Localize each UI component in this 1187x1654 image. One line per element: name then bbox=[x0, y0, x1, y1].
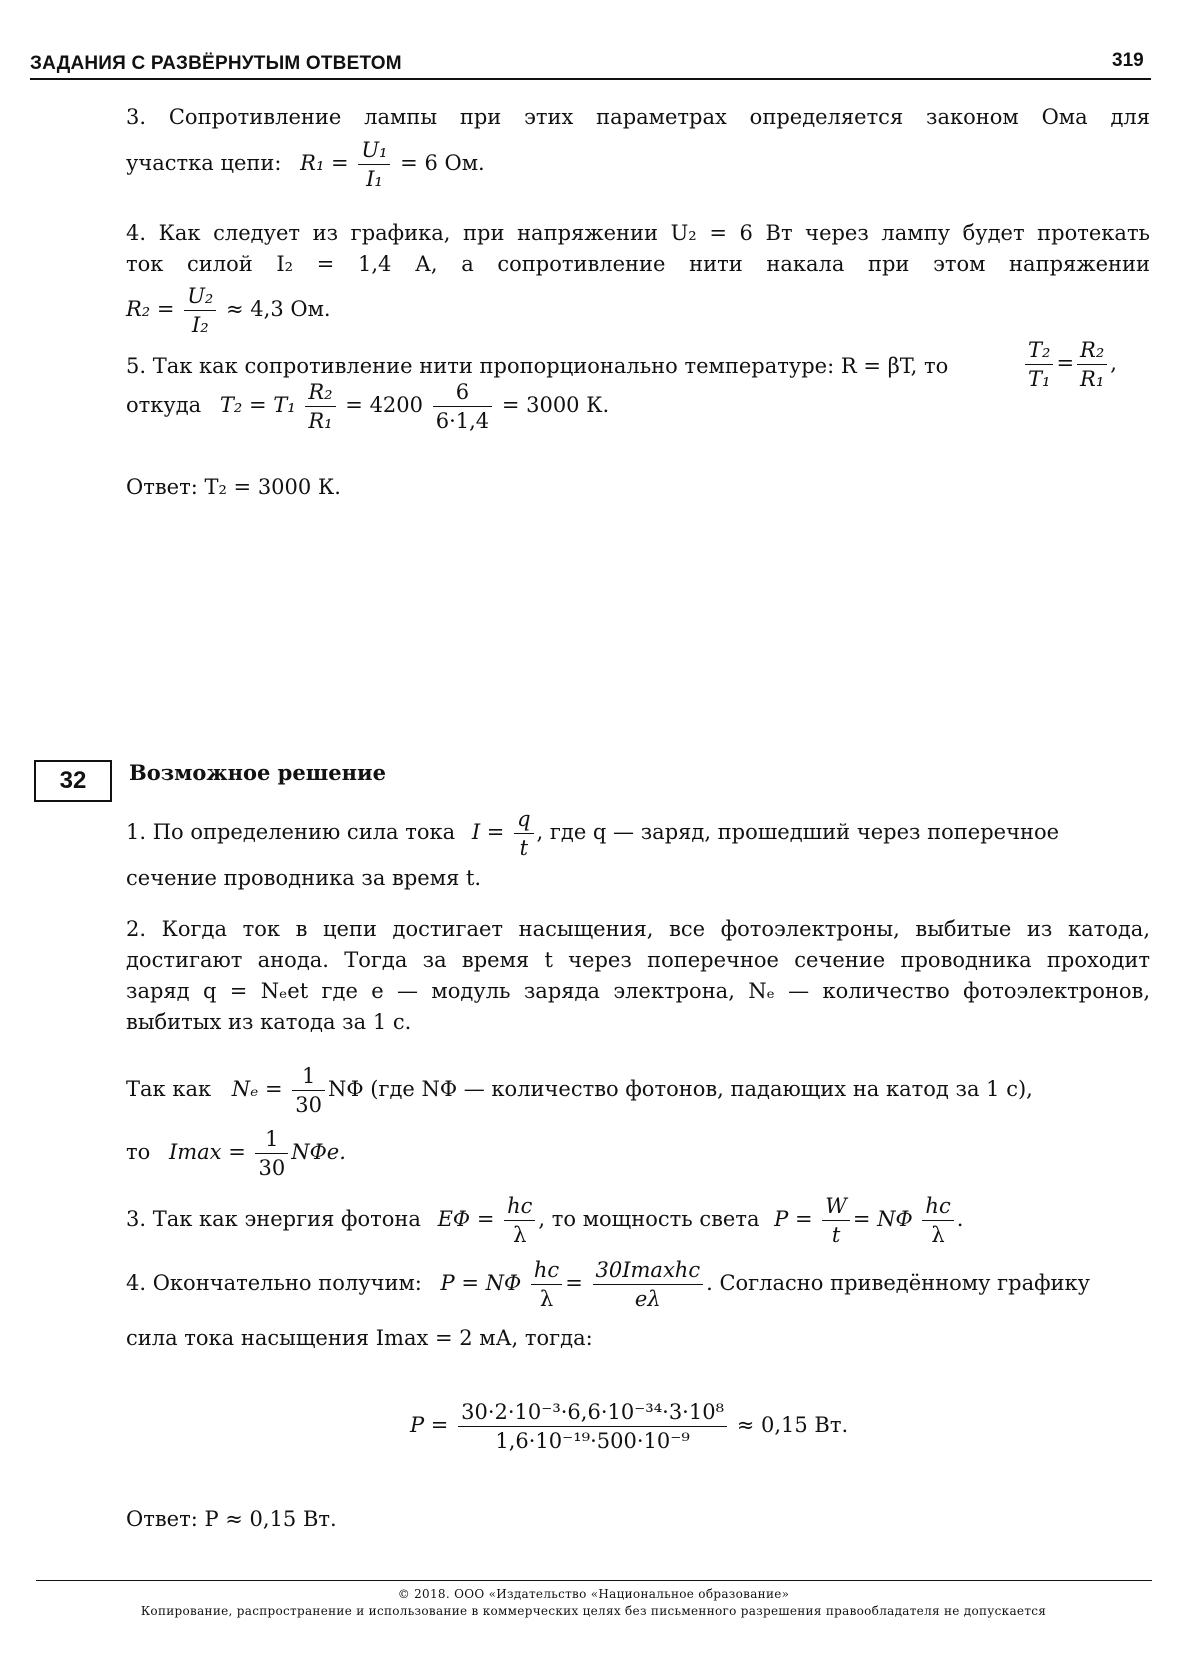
copyright-line: © 2018. ООО «Издательство «Национальное образование» bbox=[397, 1587, 790, 1601]
p2c-rest: NΦe. bbox=[291, 1140, 346, 1164]
step-4-fraction bbox=[184, 282, 216, 339]
task-number-box: 32 bbox=[34, 760, 112, 802]
step-4-numerator: U₂ bbox=[184, 282, 216, 311]
p3-fraction-2 bbox=[822, 1192, 850, 1249]
running-header: ЗАДАНИЯ С РАЗВЁРНУТЫМ ОТВЕТОМ bbox=[30, 53, 402, 74]
p2c-fraction bbox=[255, 1125, 288, 1182]
p3-f1-num: hc bbox=[504, 1192, 535, 1221]
p2b-fraction bbox=[292, 1062, 325, 1119]
step-5-fraction-num bbox=[433, 378, 492, 435]
p4-f2-den: eλ bbox=[634, 1287, 661, 1311]
step-3-denominator: I₁ bbox=[366, 167, 383, 191]
step-5-line-1: 5. Так как сопротивление нити пропорционально температуре: R = βT, то bbox=[126, 354, 949, 378]
step-4-line-1: 4. Как следует из графика, при напряжении U₂ = 6 Вт через лампу будет протекать bbox=[126, 221, 1150, 245]
p2b-num: 1 bbox=[292, 1062, 325, 1091]
p2b-den: 30 bbox=[295, 1093, 322, 1117]
p1-den: t bbox=[519, 836, 529, 860]
calc-denominator: 1,6·10⁻¹⁹·500·10⁻⁹ bbox=[495, 1429, 690, 1453]
step-5-t2: T₂ bbox=[1025, 336, 1053, 365]
step-3-text: 3. Сопротивление лампы при этих параметрах определяется законом Ома для bbox=[126, 105, 1150, 129]
p3-p: P = bbox=[774, 1207, 813, 1231]
p2c-den: 30 bbox=[258, 1156, 286, 1180]
step-5-t2-expr: T₂ = T₁ bbox=[219, 393, 296, 417]
p3-end: . bbox=[956, 1207, 964, 1231]
p2b-lead: Так как bbox=[126, 1077, 212, 1101]
header-divider bbox=[30, 78, 1151, 80]
step-4-value: ≈ 4,3 Ом. bbox=[226, 297, 331, 321]
step-4-denominator: I₂ bbox=[191, 313, 209, 337]
step-3-fraction bbox=[358, 136, 390, 193]
step-5-fn-den: 6·1,4 bbox=[435, 409, 490, 433]
step-3-formula bbox=[126, 136, 485, 193]
p4-rest: . Согласно приведённому графику bbox=[706, 1271, 1091, 1295]
p4-fraction-1 bbox=[531, 1256, 562, 1313]
p3-f1-den: λ bbox=[513, 1223, 527, 1247]
p4-eq: = bbox=[565, 1271, 583, 1295]
step-5-comma: , bbox=[1110, 351, 1117, 375]
p4-f1-den: λ bbox=[539, 1287, 554, 1311]
p2-line-4: выбитых из катода за 1 с. bbox=[126, 1010, 412, 1034]
step-5-r1: R₁ bbox=[1080, 367, 1105, 391]
step-5-r2: R₂ bbox=[1077, 336, 1107, 365]
footer-divider bbox=[36, 1580, 1152, 1581]
step-5-mid: = 4200 bbox=[345, 393, 424, 417]
p4-formula bbox=[126, 1256, 1150, 1313]
section-title: Возможное решение bbox=[129, 760, 386, 785]
step-3-numerator: U₁ bbox=[358, 136, 390, 165]
calc-fraction bbox=[458, 1398, 727, 1455]
step-3-r1: R₁ = bbox=[300, 151, 349, 175]
step-4-r2: R₂ = bbox=[126, 297, 175, 321]
p4-f2-num: 30Imaxhc bbox=[593, 1256, 704, 1285]
p1-line-2: сечение проводника за время t. bbox=[126, 866, 482, 890]
p2-line-3: заряд q = Nₑet где e — модуль заряда электрона, Nₑ — количество фотоэлектронов, bbox=[126, 979, 1150, 1003]
p3-e: EΦ = bbox=[437, 1207, 495, 1231]
step-5-formula bbox=[126, 378, 609, 435]
p2c-formula bbox=[126, 1125, 346, 1182]
p3-formula bbox=[126, 1192, 963, 1249]
answer-top: Ответ: T₂ = 3000 К. bbox=[126, 475, 341, 499]
p3-lead: 3. Так как энергия фотона bbox=[126, 1207, 421, 1231]
p4-line-2: сила тока насыщения Imax = 2 мА, тогда: bbox=[126, 1326, 593, 1350]
p2b-formula bbox=[126, 1062, 1150, 1119]
step-5-fn-num: 6 bbox=[433, 378, 492, 407]
p3-f3-den: λ bbox=[931, 1223, 945, 1247]
p2c-imax: Imax = bbox=[168, 1140, 246, 1164]
p4-lead: 4. Окончательно получим: bbox=[126, 1271, 422, 1295]
final-calculation bbox=[410, 1398, 848, 1455]
p1-rest: , где q — заряд, прошедший через поперечное bbox=[536, 820, 1060, 844]
p4-p: P = NΦ bbox=[440, 1271, 522, 1295]
p3-f2-num: W bbox=[822, 1192, 850, 1221]
p3-f2-den: t bbox=[831, 1223, 841, 1247]
step-5-temp-ratio bbox=[1025, 336, 1053, 393]
p1-num: q bbox=[514, 805, 533, 834]
answer-bottom: Ответ: P ≈ 0,15 Вт. bbox=[126, 1507, 337, 1531]
p4-fraction-2 bbox=[593, 1256, 704, 1313]
p3-fraction-1 bbox=[504, 1192, 535, 1249]
step-5-fr-den: R₁ bbox=[308, 409, 333, 433]
step-5-equals: = bbox=[1056, 351, 1075, 375]
p2-line-2: достигают анода. Тогда за время t через поперечное сечение проводника проходит bbox=[126, 948, 1150, 972]
p2-line-1: 2. Когда ток в цепи достигает насыщения, все фотоэлектроны, выбитые из катода, bbox=[126, 917, 1150, 941]
step-5-lead: откуда bbox=[126, 393, 202, 417]
step-5-fr-num: R₂ bbox=[305, 378, 335, 407]
calc-value: ≈ 0,15 Вт. bbox=[736, 1413, 849, 1437]
step-4-line-2: ток силой I₂ = 1,4 А, а сопротивление нити накала при этом напряжении bbox=[126, 252, 1150, 276]
page-number: 319 bbox=[1112, 50, 1144, 71]
step-5-t1: T₁ bbox=[1028, 367, 1051, 391]
copyright-notice: Копирование, распространение и использование в коммерческих целях без письменного разрешения правообладателя не допускается bbox=[140, 1604, 1047, 1618]
step-5-value: = 3000 К. bbox=[501, 393, 610, 417]
p3-eq: = NΦ bbox=[852, 1207, 913, 1231]
p1-i: I = bbox=[471, 820, 505, 844]
p1-lead: 1. По определению сила тока bbox=[126, 820, 456, 844]
p2c-lead: то bbox=[126, 1140, 151, 1164]
calc-numerator: 30·2·10⁻³·6,6·10⁻³⁴·3·10⁸ bbox=[458, 1398, 727, 1427]
step-5-ratio bbox=[1022, 336, 1117, 393]
p4-f1-num: hc bbox=[531, 1256, 562, 1285]
p1-formula bbox=[126, 805, 1059, 862]
step-4-formula bbox=[126, 282, 331, 339]
p3-fraction-3 bbox=[922, 1192, 953, 1249]
calc-p: P = bbox=[410, 1413, 449, 1437]
p3-mid: , то мощность света bbox=[538, 1207, 760, 1231]
p1-fraction bbox=[514, 805, 533, 862]
p2c-num: 1 bbox=[255, 1125, 288, 1154]
p2b-ne: Nₑ = bbox=[231, 1077, 283, 1101]
step-5-fraction-r bbox=[305, 378, 335, 435]
step-3-value: = 6 Ом. bbox=[400, 151, 485, 175]
p3-f3-num: hc bbox=[922, 1192, 953, 1221]
p2b-rest: NΦ (где NΦ — количество фотонов, падающих на катод за 1 с), bbox=[328, 1077, 1033, 1101]
step-5-resistance-ratio bbox=[1077, 336, 1107, 393]
step-3-lead: участка цепи: bbox=[126, 151, 282, 175]
